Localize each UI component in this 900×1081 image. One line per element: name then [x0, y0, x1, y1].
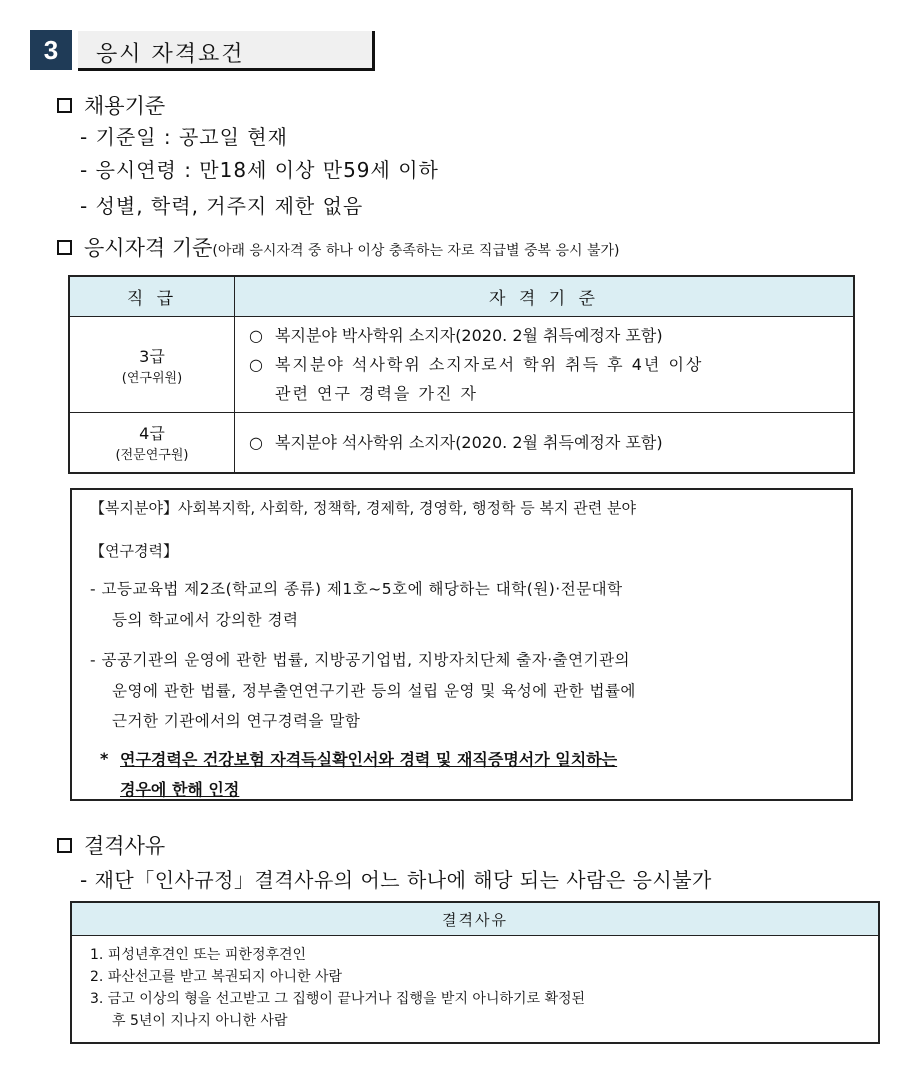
grade-label: 4급	[139, 424, 165, 444]
qualification-table	[68, 275, 855, 474]
research-item2-line3: 근거한 기관에서의 연구경력을 말함	[112, 712, 361, 730]
qualification-heading-text: 응시자격 기준	[84, 236, 213, 260]
disqualification-heading	[57, 830, 165, 860]
disqualification-list	[71, 936, 879, 1044]
circle-bullet-icon: ○	[249, 326, 263, 345]
disqualification-heading-text: 결격사유	[84, 834, 166, 858]
star-marker: *	[100, 749, 109, 768]
welfare-field-note	[90, 497, 636, 518]
emphasis-line2: 경우에 한해 인정	[120, 780, 240, 799]
table-row	[69, 413, 854, 473]
research-career-label: 【연구경력】	[90, 542, 178, 560]
square-bullet-icon	[57, 240, 72, 255]
section-title: 응시 자격요건	[96, 42, 245, 67]
column-header-criteria: 자 격 기 준	[235, 276, 855, 317]
grade-cell	[69, 413, 235, 473]
square-bullet-icon	[57, 98, 72, 113]
grade-cell	[69, 317, 235, 413]
welfare-field-label: 【복지분야】	[90, 499, 178, 517]
list-item-continuation: 후 5년이 지나지 아니한 사람	[112, 1013, 288, 1029]
disqualification-table	[70, 901, 880, 1044]
welfare-field-text: 사회복지학, 사회학, 정책학, 경제학, 경영학, 행정학 등 복지 관련 분야	[177, 499, 636, 517]
column-header-grade: 직 급	[69, 276, 235, 317]
criteria-text: 복지분야 석사학위 소지자로서 학위 취득 후 4년 이상	[275, 355, 704, 374]
table-row	[69, 317, 854, 413]
emphasis-line1: 연구경력은 건강보험 자격득실확인서와 경력 및 재직증명서가 일치하는	[120, 750, 618, 769]
research-item2-line1: - 공공기관의 운영에 관한 법률, 지방공기업법, 지방자치단체 출자·출연기관의	[90, 651, 631, 669]
grade-role: (연구위원)	[121, 370, 183, 386]
criteria-cell	[235, 317, 855, 413]
criteria-cell	[235, 413, 855, 473]
criteria-text: 복지분야 박사학위 소지자(2020. 2월 취득예정자 포함)	[275, 326, 663, 345]
list-item: 1. 피성년후견인 또는 피한정후견인	[90, 947, 307, 963]
square-bullet-icon	[57, 838, 72, 853]
disqualification-table-header: 결격사유	[71, 902, 879, 936]
criteria-text: 관련 연구 경력을 가진 자	[275, 384, 478, 403]
recruit-item-restrictions: - 성별, 학력, 거주지 제한 없음	[80, 194, 364, 218]
qualification-heading	[57, 232, 619, 262]
recruit-basis-heading	[57, 90, 165, 120]
section-number: 3	[30, 30, 72, 70]
recruit-item-date: - 기준일 : 공고일 현재	[80, 125, 288, 149]
disqualification-desc: - 재단「인사규정」결격사유의 어느 하나에 해당 되는 사람은 응시불가	[80, 868, 712, 892]
circle-bullet-icon: ○	[249, 355, 265, 374]
circle-bullet-icon: ○	[249, 432, 263, 452]
qualification-note: (아래 응시자격 중 하나 이상 충족하는 자로 직급별 중복 응시 불가)	[212, 243, 620, 259]
list-item: 3. 금고 이상의 형을 선고받고 그 집행이 끝나거나 집행을 받지 아니하기로 확정된	[90, 991, 586, 1007]
list-item: 2. 파산선고를 받고 복권되지 아니한 사람	[90, 969, 342, 985]
recruit-item-age: - 응시연령 : 만18세 이상 만59세 이하	[80, 158, 439, 182]
research-item1-line1: - 고등교육법 제2조(학교의 종류) 제1호~5호에 해당하는 대학(원)·전문대학	[90, 580, 623, 598]
research-item1-line2: 등의 학교에서 강의한 경력	[112, 611, 299, 629]
recruit-basis-heading-text: 채용기준	[84, 94, 166, 118]
criteria-text: 복지분야 석사학위 소지자(2020. 2월 취득예정자 포함)	[275, 432, 663, 452]
grade-role: (전문연구원)	[115, 448, 189, 464]
grade-label: 3급	[139, 346, 165, 366]
research-item2-line2: 운영에 관한 법률, 정부출연연구기관 등의 설립 운영 및 육성에 관한 법률에	[112, 682, 636, 700]
